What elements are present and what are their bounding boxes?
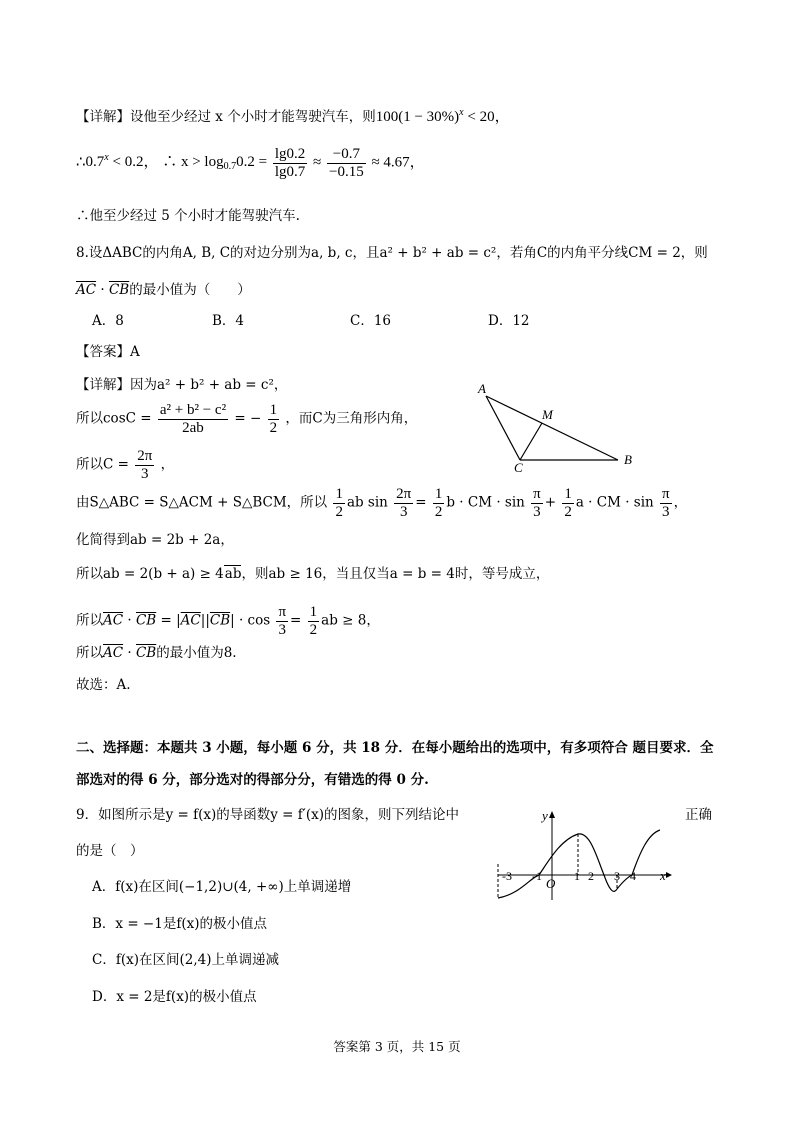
q9-option-c: C．f(x)在区间(2,4)上单调递减 (92, 952, 279, 968)
section2-heading-line2: 部选对的得 6 分，部分选对的得部分分，有错选的得 0 分. (76, 772, 429, 788)
triangle-side-ab (486, 396, 618, 460)
derivative-graph (490, 800, 680, 904)
q7-detail-line (76, 107, 510, 126)
q7-inequality-2: $0.7^x < 0.2$， (85, 152, 159, 171)
label-c: C (514, 460, 523, 472)
graph-y-label: y (542, 808, 548, 823)
q8-stem-line2: $\overline{AC} \cdot \overline{CB}$的最小值为（ ） (76, 282, 251, 298)
detail-tag: 【详解】 (76, 109, 130, 125)
q8-stem-line1: 8.设ΔABC的内角A, B, C的对边分别为a, b, c，且a² + b² + ab = c²，若角C的内角平分线CM = 2，则 (76, 245, 708, 261)
q8-angle-c-line: 所以C = $\frac{2\pi}{3}$ ， (76, 448, 175, 482)
tick-label-neg3: -3 (502, 869, 512, 883)
half-fraction: $\frac{1}{2}$ (269, 402, 278, 436)
q8-choose-line: 故选：A. (76, 677, 131, 693)
q8-option-d: D．12 (488, 313, 530, 329)
q7-fraction-lg: $\frac{\lg 0.2}{\lg 0.7}$ (274, 146, 306, 180)
q8-detail-line1: 【详解】因为a² + b² + ab = c²， (76, 377, 288, 393)
graph-x-label: x (660, 868, 666, 883)
q8-simplify-line: 化简得到ab = 2b + 2a， (76, 532, 234, 548)
q8-cos-line: 所以cosC = $\frac{\text{a² + b² − c²}}{2ab}$ = − $\frac{1}{2}$ ，而C为三角形内角， (76, 402, 418, 436)
y-axis-arrow (549, 811, 555, 818)
graph-origin: O (546, 876, 556, 891)
q9-option-a: A．f(x)在区间(−1,2)∪(4, +∞)上单调递增 (92, 879, 352, 895)
q9-option-b: B．x = −1是f(x)的极小值点 (92, 916, 267, 932)
q8-min-line: 所以$\overline{AC} \cdot \overline{CB}$的最小值为8. (76, 645, 237, 661)
q7-inequality-3: ∴ $x > \log_{0.7}0.2$ = (162, 154, 268, 173)
q8-dot-product-line: 所以$\overline{AC} \cdot \overline{CB} = |\overline{AC}||\overline{CB}| \cdot \cos$ $\frac{\pi}{3}$ = $\frac{1}{2}$ ab ≥ 8， (76, 604, 380, 638)
q9-stem-line2: 的是（ ） (76, 843, 144, 859)
q9-stem-line1: 9．如图所示是y = f(x)的导函数y = f′(x)的图象，则下列结论中 (76, 807, 459, 823)
q7-inequality-1: $100(1 - 30\%)^x < 20$， (375, 107, 510, 125)
tick-label-2: 2 (588, 869, 594, 883)
q7-fraction-values: $\frac{-0.7}{-0.15}$ (328, 146, 364, 180)
q8-option-a: A．8 (92, 313, 124, 329)
bisector-cm (520, 423, 542, 460)
q8-option-b: B．4 (212, 313, 245, 329)
q8-option-c: C．16 (350, 313, 392, 329)
q9-option-d: D．x = 2是f(x)的极小值点 (92, 989, 257, 1005)
q9-stem-right: 正确 (685, 807, 712, 823)
label-a: A (478, 381, 486, 396)
q8-am-gm-line: 所以ab = 2(b + a) ≥ 4ab，则ab ≥ 16，当且仅当a = b = 4时，等号成立， (76, 566, 550, 582)
q7-conclusion: ∴他至少经过 5 个小时才能驾驶汽车. (76, 208, 300, 224)
triangle-figure (470, 372, 650, 472)
q8-answer: 【答案】A (76, 344, 140, 360)
tick-label-neg1: -1 (532, 869, 542, 883)
page-footer: 答案第 3 页，共 15 页 (333, 1039, 461, 1054)
two-pi-over-three: $\frac{2\pi}{3}$ (137, 448, 153, 482)
derivative-curve (498, 830, 660, 898)
x-axis-arrow (666, 872, 672, 878)
section2-heading-line1: 二、选择题：本题共 3 小题，每小题 6 分，共 18 分．在每小题给出的选项中，有多项符合 题目要求．全 (76, 740, 714, 756)
cos-fraction: $\frac{\text{a² + b² − c²}}{2ab}$ (159, 402, 227, 436)
tick-label-4: 4 (630, 869, 636, 883)
q8-area-line: 由S△ABC = S△ACM + S△BCM，所以 $\frac{1}{2}$ ab sin $\frac{2\pi}{3}$ = $\frac{1}{2}$ b · CM · sin $\frac{\pi}{3}$ + $\frac{1}{2}$ a · CM · sin $\frac{\pi}{3}$ ， (76, 486, 688, 520)
label-m: M (542, 407, 553, 422)
q7-therefore-line: $\therefore 0.7^x < 0.2$， ∴ $x > \log_{0.7}0.2$ = $\frac{\lg 0.2}{\lg 0.7}$ ≈ $\frac{-0.7}{-0.15}$ ≈ 4.67， (76, 146, 425, 180)
tick-label-3: 3 (614, 869, 620, 883)
label-b: B (624, 452, 632, 467)
triangle-side-ac (486, 396, 520, 460)
tick-label-1: 1 (574, 869, 580, 883)
q7-detail-text: 设他至少经过 x 个小时才能驾驶汽车，则 (130, 109, 376, 125)
